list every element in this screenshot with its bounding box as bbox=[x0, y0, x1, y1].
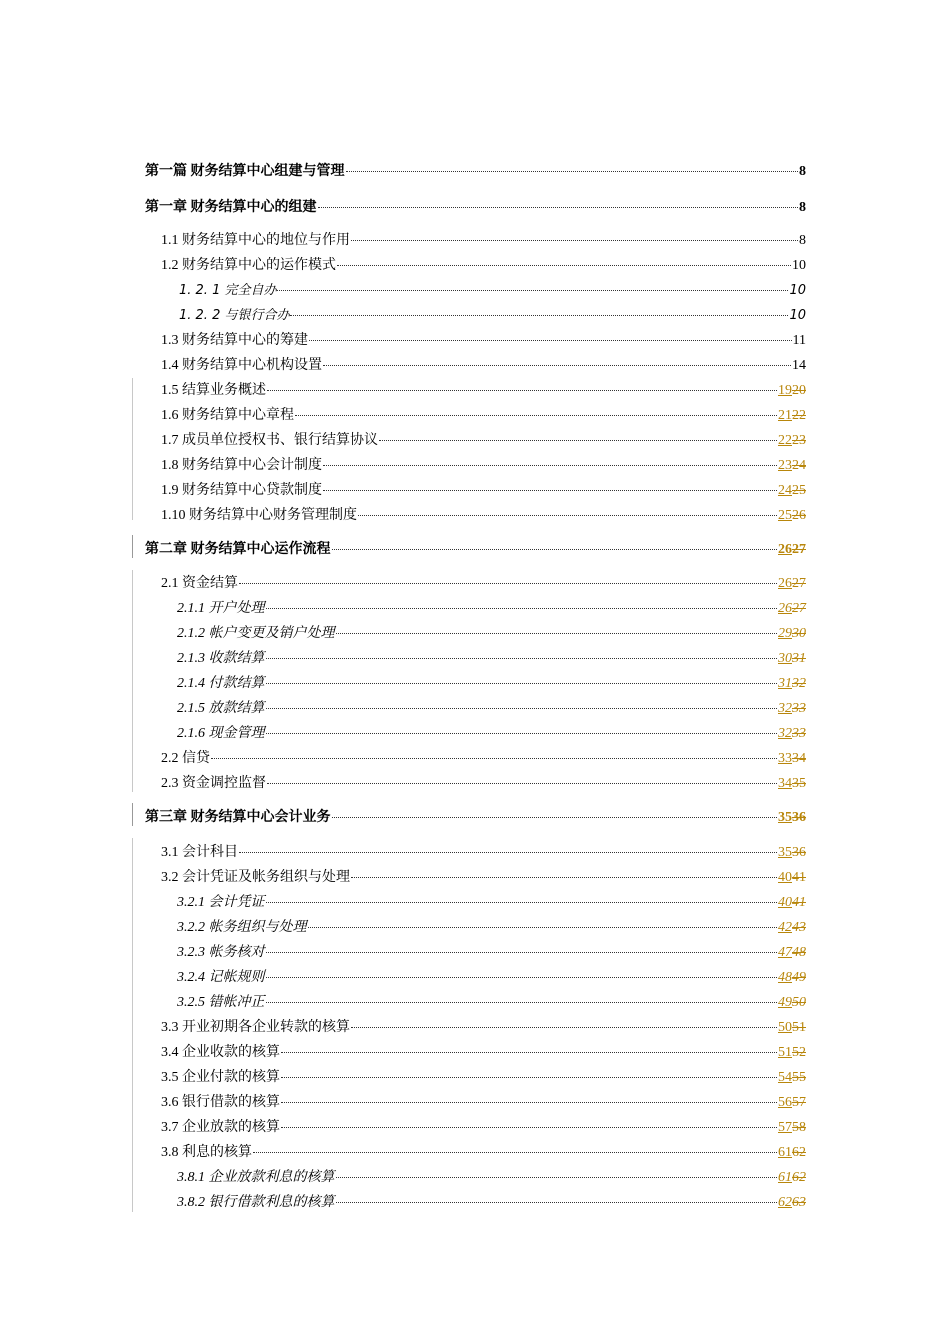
toc-entry-title: 2.1 资金结算 bbox=[161, 576, 238, 591]
toc-entry-title: 1.5 结算业务概述 bbox=[161, 383, 266, 398]
toc-page-number[interactable] bbox=[778, 1069, 806, 1087]
dot-leader bbox=[239, 583, 777, 584]
toc-entry-title: 3.8 利息的核算 bbox=[161, 1145, 252, 1160]
toc-page-number[interactable] bbox=[778, 507, 806, 525]
toc-entry[interactable] bbox=[145, 809, 806, 827]
deleted-page-number: 25 bbox=[792, 483, 806, 498]
deleted-page-number: 62 bbox=[792, 1170, 806, 1185]
inserted-page-number: 21 bbox=[778, 408, 792, 423]
dot-leader bbox=[211, 758, 777, 759]
inserted-page-number: 26 bbox=[778, 542, 792, 557]
toc-entry[interactable] bbox=[161, 232, 806, 250]
toc-page-number[interactable] bbox=[778, 944, 806, 962]
inserted-page-number: 19 bbox=[778, 383, 792, 398]
toc-page-number[interactable] bbox=[778, 382, 806, 400]
deleted-page-number: 35 bbox=[792, 776, 806, 791]
toc-page-number[interactable] bbox=[778, 457, 806, 475]
toc-entry-title: 2.1.2 帐户变更及销户处理 bbox=[177, 626, 335, 641]
toc-page-number[interactable] bbox=[778, 650, 806, 668]
toc-entry-title: 3.3 开业初期各企业转款的核算 bbox=[161, 1020, 350, 1035]
toc-page-number[interactable] bbox=[778, 1094, 806, 1112]
inserted-page-number: 31 bbox=[778, 676, 792, 691]
deleted-page-number: 57 bbox=[792, 1095, 806, 1110]
inserted-page-number: 62 bbox=[778, 1195, 792, 1210]
deleted-page-number: 24 bbox=[792, 458, 806, 473]
dot-leader bbox=[295, 415, 777, 416]
toc-page-number[interactable] bbox=[778, 432, 806, 450]
toc-entry[interactable] bbox=[179, 282, 806, 300]
toc-entry[interactable] bbox=[179, 307, 806, 325]
toc-page-number[interactable] bbox=[778, 575, 806, 593]
toc-entry-title: 第三章 财务结算中心会计业务 bbox=[145, 810, 331, 825]
toc-entry-title: 3.4 企业收款的核算 bbox=[161, 1045, 280, 1060]
toc-page-number[interactable] bbox=[778, 969, 806, 987]
dot-leader bbox=[239, 852, 777, 853]
toc-page-number[interactable] bbox=[778, 844, 806, 862]
toc-entry[interactable] bbox=[161, 507, 806, 525]
toc-entry[interactable] bbox=[145, 163, 806, 181]
toc-entry[interactable] bbox=[161, 775, 806, 793]
deleted-page-number: 33 bbox=[792, 701, 806, 716]
toc-entry[interactable] bbox=[177, 1169, 806, 1187]
dot-leader bbox=[323, 465, 777, 466]
inserted-page-number: 35 bbox=[778, 810, 792, 825]
dot-leader bbox=[351, 877, 777, 878]
dot-leader bbox=[332, 549, 778, 550]
deleted-page-number: 34 bbox=[792, 751, 806, 766]
toc-entry[interactable] bbox=[161, 1094, 806, 1112]
inserted-page-number: 50 bbox=[778, 1020, 792, 1035]
deleted-page-number: 52 bbox=[792, 1045, 806, 1060]
toc-page-number[interactable] bbox=[778, 700, 806, 718]
toc-entry[interactable] bbox=[177, 650, 806, 668]
deleted-page-number: 63 bbox=[792, 1195, 806, 1210]
deleted-page-number: 22 bbox=[792, 408, 806, 423]
toc-entry[interactable] bbox=[161, 1069, 806, 1087]
dot-leader bbox=[266, 902, 778, 903]
inserted-page-number: 40 bbox=[778, 870, 792, 885]
dot-leader bbox=[337, 265, 791, 266]
dot-leader bbox=[253, 1152, 777, 1153]
deleted-page-number: 23 bbox=[792, 433, 806, 448]
toc-entry-title: 第二章 财务结算中心运作流程 bbox=[145, 542, 331, 557]
inserted-page-number: 47 bbox=[778, 945, 792, 960]
toc-page-number[interactable] bbox=[778, 675, 806, 693]
inserted-page-number: 23 bbox=[778, 458, 792, 473]
toc-page-number[interactable] bbox=[778, 482, 806, 500]
toc-entry[interactable] bbox=[161, 257, 806, 275]
deleted-page-number: 36 bbox=[792, 810, 806, 825]
toc-entry[interactable] bbox=[161, 332, 806, 350]
toc-entry[interactable] bbox=[177, 625, 806, 643]
inserted-page-number: 35 bbox=[778, 845, 792, 860]
inserted-page-number: 49 bbox=[778, 995, 792, 1010]
inserted-page-number: 22 bbox=[778, 433, 792, 448]
revision-change-bar bbox=[132, 803, 133, 826]
deleted-page-number: 50 bbox=[792, 995, 806, 1010]
deleted-page-number: 31 bbox=[792, 651, 806, 666]
inserted-page-number: 51 bbox=[778, 1045, 792, 1060]
dot-leader bbox=[323, 490, 777, 491]
toc-page-number[interactable] bbox=[778, 919, 806, 937]
toc-entry-title: 3.1 会计科目 bbox=[161, 845, 238, 860]
toc-page-number[interactable] bbox=[778, 1044, 806, 1062]
toc-page-number[interactable] bbox=[778, 775, 806, 793]
dot-leader bbox=[336, 1177, 778, 1178]
inserted-page-number: 30 bbox=[778, 651, 792, 666]
toc-entry[interactable] bbox=[145, 199, 806, 217]
dot-leader bbox=[336, 633, 778, 634]
toc-entry-title: 1.7 成员单位授权书、银行结算协议 bbox=[161, 433, 378, 448]
dot-leader bbox=[309, 340, 792, 341]
inserted-page-number: 48 bbox=[778, 970, 792, 985]
toc-entry-title: 1.6 财务结算中心章程 bbox=[161, 408, 294, 423]
inserted-page-number: 57 bbox=[778, 1120, 792, 1135]
toc-entry-title: 1.2 财务结算中心的运作模式 bbox=[161, 258, 336, 273]
inserted-page-number: 32 bbox=[778, 701, 792, 716]
toc-entry[interactable] bbox=[161, 407, 806, 425]
dot-leader bbox=[266, 733, 778, 734]
toc-entry[interactable] bbox=[177, 894, 806, 912]
toc-entry-title: 3.2.3 帐务核对 bbox=[177, 945, 265, 960]
deleted-page-number: 27 bbox=[792, 601, 806, 616]
toc-entry[interactable] bbox=[177, 919, 806, 937]
dot-leader bbox=[290, 315, 788, 316]
inserted-page-number: 32 bbox=[778, 726, 792, 741]
dot-leader bbox=[346, 171, 799, 172]
deleted-page-number: 62 bbox=[792, 1145, 806, 1160]
inserted-page-number: 26 bbox=[778, 601, 792, 616]
toc-entry-title: 3.2.2 帐务组织与处理 bbox=[177, 920, 307, 935]
toc-entry-title: 1. 2. 1 完全自办 bbox=[179, 283, 277, 298]
toc-entry[interactable] bbox=[177, 600, 806, 618]
toc-entry[interactable] bbox=[177, 1194, 806, 1212]
toc-entry[interactable] bbox=[161, 432, 806, 450]
dot-leader bbox=[267, 783, 777, 784]
inserted-page-number: 54 bbox=[778, 1070, 792, 1085]
dot-leader bbox=[266, 708, 778, 709]
toc-page-number[interactable]: 11 bbox=[792, 333, 806, 348]
deleted-page-number: 55 bbox=[792, 1070, 806, 1085]
toc-entry-title: 2.1.5 放款结算 bbox=[177, 701, 265, 716]
toc-entry-title: 2.3 资金调控监督 bbox=[161, 776, 266, 791]
toc-entry[interactable] bbox=[177, 944, 806, 962]
toc-entry-title: 1. 2. 2 与银行合办 bbox=[179, 308, 290, 323]
toc-entry-title: 1.9 财务结算中心贷款制度 bbox=[161, 483, 322, 498]
dot-leader bbox=[277, 290, 788, 291]
toc-entry-title: 3.8.2 银行借款利息的核算 bbox=[177, 1195, 335, 1210]
toc-entry-title: 3.6 银行借款的核算 bbox=[161, 1095, 280, 1110]
deleted-page-number: 27 bbox=[792, 542, 806, 557]
toc-entry-title: 1.3 财务结算中心的筹建 bbox=[161, 333, 308, 348]
toc-page-number[interactable] bbox=[778, 809, 806, 827]
inserted-page-number: 61 bbox=[778, 1170, 792, 1185]
toc-entry-title: 3.2.1 会计凭证 bbox=[177, 895, 265, 910]
revision-change-bar bbox=[132, 535, 133, 558]
toc-entry-title: 3.2.4 记帐规则 bbox=[177, 970, 265, 985]
inserted-page-number: 34 bbox=[778, 776, 792, 791]
toc-entry[interactable] bbox=[177, 725, 806, 743]
dot-leader bbox=[351, 1027, 777, 1028]
toc-entry-title: 3.2 会计凭证及帐务组织与处理 bbox=[161, 870, 350, 885]
toc-entry-title: 2.1.6 现金管理 bbox=[177, 726, 265, 741]
toc-page-number[interactable] bbox=[778, 725, 806, 743]
dot-leader bbox=[266, 952, 778, 953]
dot-leader bbox=[323, 365, 791, 366]
inserted-page-number: 61 bbox=[778, 1145, 792, 1160]
deleted-page-number: 26 bbox=[792, 508, 806, 523]
dot-leader bbox=[266, 1002, 778, 1003]
dot-leader bbox=[379, 440, 777, 441]
toc-entry[interactable] bbox=[161, 482, 806, 500]
deleted-page-number: 43 bbox=[792, 920, 806, 935]
toc-entry-title: 2.1.4 付款结算 bbox=[177, 676, 265, 691]
inserted-page-number: 42 bbox=[778, 920, 792, 935]
revision-change-bar bbox=[132, 378, 133, 520]
dot-leader bbox=[281, 1102, 777, 1103]
revision-change-bar bbox=[132, 838, 133, 1212]
deleted-page-number: 36 bbox=[792, 845, 806, 860]
toc-page-number[interactable] bbox=[778, 894, 806, 912]
toc-entry[interactable] bbox=[161, 869, 806, 887]
toc-page-number[interactable]: 14 bbox=[792, 358, 806, 373]
toc-entry-title: 1.10 财务结算中心财务管理制度 bbox=[161, 508, 357, 523]
inserted-page-number: 33 bbox=[778, 751, 792, 766]
toc-page-number[interactable]: 8 bbox=[799, 200, 806, 215]
dot-leader bbox=[332, 817, 778, 818]
toc-entry[interactable] bbox=[177, 994, 806, 1012]
toc-entry[interactable] bbox=[161, 844, 806, 862]
toc-page-number[interactable] bbox=[778, 869, 806, 887]
inserted-page-number: 29 bbox=[778, 626, 792, 641]
deleted-page-number: 20 bbox=[792, 383, 806, 398]
dot-leader bbox=[266, 977, 778, 978]
toc-entry[interactable] bbox=[177, 700, 806, 718]
deleted-page-number: 51 bbox=[792, 1020, 806, 1035]
dot-leader bbox=[336, 1202, 778, 1203]
dot-leader bbox=[281, 1127, 777, 1128]
toc-entry-title: 3.5 企业付款的核算 bbox=[161, 1070, 280, 1085]
toc-entry[interactable] bbox=[161, 457, 806, 475]
dot-leader bbox=[318, 207, 799, 208]
toc-entry[interactable] bbox=[161, 1144, 806, 1162]
deleted-page-number: 27 bbox=[792, 576, 806, 591]
toc-entry[interactable] bbox=[161, 1019, 806, 1037]
toc-page-number[interactable] bbox=[778, 407, 806, 425]
toc-entry-title: 1.1 财务结算中心的地位与作用 bbox=[161, 233, 350, 248]
deleted-page-number: 41 bbox=[792, 870, 806, 885]
deleted-page-number: 33 bbox=[792, 726, 806, 741]
toc-entry-title: 3.2.5 错帐冲正 bbox=[177, 995, 265, 1010]
toc-page-number[interactable]: 10 bbox=[789, 283, 806, 298]
toc-entry[interactable] bbox=[177, 969, 806, 987]
deleted-page-number: 32 bbox=[792, 676, 806, 691]
toc-page-number[interactable] bbox=[778, 625, 806, 643]
toc-page-number[interactable] bbox=[778, 1194, 806, 1212]
toc-entry-title: 3.8.1 企业放款利息的核算 bbox=[177, 1170, 335, 1185]
deleted-page-number: 41 bbox=[792, 895, 806, 910]
inserted-page-number: 24 bbox=[778, 483, 792, 498]
toc-entry[interactable] bbox=[161, 382, 806, 400]
dot-leader bbox=[281, 1052, 777, 1053]
toc-entry-title: 1.8 财务结算中心会计制度 bbox=[161, 458, 322, 473]
deleted-page-number: 58 bbox=[792, 1120, 806, 1135]
toc-page-number[interactable]: 10 bbox=[792, 258, 806, 273]
inserted-page-number: 40 bbox=[778, 895, 792, 910]
inserted-page-number: 56 bbox=[778, 1095, 792, 1110]
toc-page-number[interactable] bbox=[778, 1019, 806, 1037]
toc-page-number[interactable] bbox=[778, 600, 806, 618]
toc-page-number[interactable] bbox=[778, 1119, 806, 1137]
toc-entry[interactable] bbox=[145, 541, 806, 559]
toc-page-number[interactable]: 8 bbox=[799, 233, 806, 248]
toc-page-number[interactable] bbox=[778, 750, 806, 768]
toc-entry[interactable] bbox=[161, 750, 806, 768]
toc-entry[interactable] bbox=[161, 575, 806, 593]
toc-page-number[interactable]: 8 bbox=[799, 164, 806, 179]
toc-entry[interactable] bbox=[177, 675, 806, 693]
toc-entry-title: 2.2 信贷 bbox=[161, 751, 210, 766]
toc-entry-title: 2.1.1 开户处理 bbox=[177, 601, 265, 616]
dot-leader bbox=[266, 683, 778, 684]
dot-leader bbox=[267, 390, 777, 391]
toc-page-number[interactable]: 10 bbox=[789, 308, 806, 323]
deleted-page-number: 30 bbox=[792, 626, 806, 641]
toc-entry[interactable] bbox=[161, 1044, 806, 1062]
toc-entry-title: 第一篇 财务结算中心组建与管理 bbox=[145, 164, 345, 179]
dot-leader bbox=[351, 240, 798, 241]
revision-change-bar bbox=[132, 570, 133, 792]
toc-page-number[interactable] bbox=[778, 1144, 806, 1162]
toc-page-number[interactable] bbox=[778, 1169, 806, 1187]
toc-entry-title: 2.1.3 收款结算 bbox=[177, 651, 265, 666]
dot-leader bbox=[308, 927, 778, 928]
toc-entry[interactable] bbox=[161, 1119, 806, 1137]
inserted-page-number: 26 bbox=[778, 576, 792, 591]
toc-entry[interactable] bbox=[161, 357, 806, 375]
toc-page-number[interactable] bbox=[778, 541, 806, 559]
dot-leader bbox=[281, 1077, 777, 1078]
deleted-page-number: 49 bbox=[792, 970, 806, 985]
toc-entry-title: 1.4 财务结算中心机构设置 bbox=[161, 358, 322, 373]
toc-page-number[interactable] bbox=[778, 994, 806, 1012]
dot-leader bbox=[358, 515, 777, 516]
toc-entry-title: 3.7 企业放款的核算 bbox=[161, 1120, 280, 1135]
inserted-page-number: 25 bbox=[778, 508, 792, 523]
toc-entry-title: 第一章 财务结算中心的组建 bbox=[145, 200, 317, 215]
dot-leader bbox=[266, 608, 778, 609]
dot-leader bbox=[266, 658, 778, 659]
deleted-page-number: 48 bbox=[792, 945, 806, 960]
